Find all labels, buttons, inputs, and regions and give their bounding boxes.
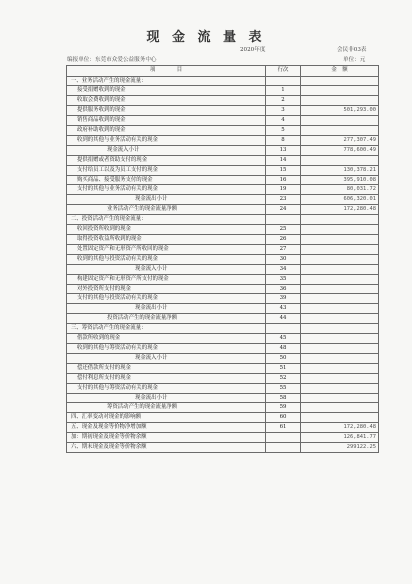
table-row: [67, 294, 379, 304]
row-line-number: 51: [266, 363, 301, 373]
row-line-number: [266, 76, 301, 86]
table-row: [67, 96, 379, 106]
row-line-number: [266, 443, 301, 453]
row-item-label: 加：期初现金及现金等价物余额: [67, 433, 266, 443]
row-amount: [301, 294, 379, 304]
row-line-number: 24: [266, 205, 301, 215]
row-amount: 172,280.48: [301, 423, 379, 433]
table-row: [67, 155, 379, 165]
table-row: [67, 274, 379, 284]
row-line-number: 25: [266, 225, 301, 235]
row-line-number: 39: [266, 294, 301, 304]
row-line-number: 52: [266, 373, 301, 383]
row-item-label: 偿付利息所支付的现金: [67, 373, 266, 383]
row-item-label: 现金流入小计: [67, 264, 266, 274]
row-item-label: 六、期末现金及现金等价物余额: [67, 443, 266, 453]
column-header-item: 项 目: [67, 66, 266, 77]
row-amount: 277,307.49: [301, 135, 379, 145]
table-row: [67, 304, 379, 314]
row-item-label: 收到的其他与筹资活动有关的现金: [67, 343, 266, 353]
row-amount: 299122.25: [301, 443, 379, 453]
row-amount: 130,378.21: [301, 165, 379, 175]
row-line-number: 2: [266, 96, 301, 106]
row-item-label: 偿还借款所支付的现金: [67, 363, 266, 373]
row-amount: [301, 373, 379, 383]
row-item-label: 支付给员工以及为员工支付的现金: [67, 165, 266, 175]
row-item-label: 现金流入小计: [67, 353, 266, 363]
row-amount: [301, 235, 379, 245]
table-row: [67, 413, 379, 423]
row-line-number: 59: [266, 403, 301, 413]
column-header-amount: 金 额: [301, 66, 379, 77]
row-amount: [301, 244, 379, 254]
row-item-label: 现金流出小计: [67, 195, 266, 205]
table-row: [67, 145, 379, 155]
row-amount: [301, 254, 379, 264]
row-amount: 126,841.77: [301, 433, 379, 443]
row-amount: 172,280.48: [301, 205, 379, 215]
table-row: [67, 403, 379, 413]
row-line-number: 23: [266, 195, 301, 205]
row-amount: 80,031.72: [301, 185, 379, 195]
row-amount: [301, 76, 379, 86]
row-line-number: 48: [266, 343, 301, 353]
row-amount: [301, 403, 379, 413]
row-amount: [301, 225, 379, 235]
table-row: [67, 205, 379, 215]
table-row: [67, 215, 379, 225]
table-row: [67, 135, 379, 145]
page-title: 现 金 流 量 表: [146, 30, 266, 45]
row-amount: 606,320.01: [301, 195, 379, 205]
table-row: [67, 383, 379, 393]
row-amount: [301, 353, 379, 363]
column-header-line: 行次: [266, 66, 301, 77]
row-item-label: 支付的其他与业务活动有关的现金: [67, 185, 266, 195]
table-row: [67, 126, 379, 136]
row-item-label: 取得投资收益所收到的现金: [67, 235, 266, 245]
currency-unit: 单位：元: [343, 57, 366, 63]
row-item-label: 收回投资所收到的现金: [67, 225, 266, 235]
row-item-label: 投资活动产生的现金流量净额: [67, 314, 266, 324]
row-line-number: 5: [266, 126, 301, 136]
row-item-label: 支付的其他与筹资活动有关的现金: [67, 383, 266, 393]
table-row: [67, 106, 379, 116]
row-line-number: [266, 215, 301, 225]
row-amount: [301, 264, 379, 274]
table-row: [67, 185, 379, 195]
row-amount: [301, 126, 379, 136]
row-item-label: 提供服务收到的现金: [67, 106, 266, 116]
row-item-label: 业务活动产生的现金流量净额: [67, 205, 266, 215]
row-line-number: 30: [266, 254, 301, 264]
table-row: [67, 86, 379, 96]
table-row: [67, 324, 379, 334]
row-line-number: 1: [266, 86, 301, 96]
row-amount: [301, 86, 379, 96]
cash-flow-table: [66, 65, 379, 453]
report-year: 2020年度: [240, 47, 266, 53]
table-row: [67, 264, 379, 274]
row-item-label: 四、汇率变动对现金的影响额: [67, 413, 266, 423]
table-row: [67, 195, 379, 205]
row-line-number: 44: [266, 314, 301, 324]
table-row: [67, 334, 379, 344]
row-amount: [301, 393, 379, 403]
row-item-label: 收到的其他与业务活动有关的现金: [67, 135, 266, 145]
row-amount: [301, 215, 379, 225]
row-amount: [301, 324, 379, 334]
table-row: [67, 393, 379, 403]
row-amount: [301, 116, 379, 126]
table-row: [67, 235, 379, 245]
table-row: [67, 175, 379, 185]
row-line-number: 50: [266, 353, 301, 363]
table-row: [67, 165, 379, 175]
row-item-label: 三、筹资活动产生的现金流量：: [67, 324, 266, 334]
table-row: [67, 314, 379, 324]
table-row: [67, 443, 379, 453]
row-amount: [301, 96, 379, 106]
table-row: [67, 284, 379, 294]
table-header-row: [67, 66, 379, 77]
row-amount: [301, 383, 379, 393]
row-line-number: [266, 433, 301, 443]
row-amount: [301, 363, 379, 373]
row-line-number: 55: [266, 383, 301, 393]
row-line-number: [266, 324, 301, 334]
table-row: [67, 225, 379, 235]
row-line-number: 27: [266, 244, 301, 254]
row-line-number: 13: [266, 145, 301, 155]
row-item-label: 收到的其他与投资活动有关的现金: [67, 254, 266, 264]
row-line-number: 34: [266, 264, 301, 274]
reporting-unit: 编报单位：东莞市众爱公益服务中心: [67, 57, 157, 63]
row-line-number: 3: [266, 106, 301, 116]
row-line-number: 60: [266, 413, 301, 423]
row-amount: [301, 343, 379, 353]
row-item-label: 二、投资活动产生的现金流量：: [67, 215, 266, 225]
row-amount: [301, 413, 379, 423]
row-line-number: 35: [266, 274, 301, 284]
form-number: 会民非03表: [337, 47, 367, 53]
row-line-number: 4: [266, 116, 301, 126]
row-amount: [301, 314, 379, 324]
row-line-number: 43: [266, 304, 301, 314]
table-row: [67, 433, 379, 443]
row-line-number: 15: [266, 165, 301, 175]
row-amount: 395,910.08: [301, 175, 379, 185]
row-line-number: 36: [266, 284, 301, 294]
row-item-label: 接受捐赠收到的现金: [67, 86, 266, 96]
row-item-label: 现金流入小计: [67, 145, 266, 155]
table-row: [67, 244, 379, 254]
table-row: [67, 76, 379, 86]
row-line-number: 61: [266, 423, 301, 433]
row-line-number: 19: [266, 185, 301, 195]
table-row: [67, 423, 379, 433]
row-item-label: 筹资活动产生的现金流量净额: [67, 403, 266, 413]
row-item-label: 提供捐赠或者资助支付的现金: [67, 155, 266, 165]
row-line-number: 16: [266, 175, 301, 185]
row-item-label: 支付的其他与投资活动有关的现金: [67, 294, 266, 304]
row-amount: [301, 274, 379, 284]
row-item-label: 对外投资所支付的现金: [67, 284, 266, 294]
row-amount: [301, 304, 379, 314]
row-item-label: 现金流出小计: [67, 393, 266, 403]
row-amount: [301, 284, 379, 294]
table-row: [67, 373, 379, 383]
table-row: [67, 353, 379, 363]
row-amount: 778,600.49: [301, 145, 379, 155]
row-item-label: 购买商品、接受服务支付的现金: [67, 175, 266, 185]
row-amount: [301, 155, 379, 165]
row-line-number: 26: [266, 235, 301, 245]
row-line-number: 45: [266, 334, 301, 344]
row-item-label: 收取会费收到的现金: [67, 96, 266, 106]
row-amount: 501,293.00: [301, 106, 379, 116]
row-line-number: 58: [266, 393, 301, 403]
row-item-label: 销售商品收到的现金: [67, 116, 266, 126]
row-item-label: 五、现金及现金等价物净增加额: [67, 423, 266, 433]
row-item-label: 处置固定资产和无形资产所收回的现金: [67, 244, 266, 254]
row-item-label: 现金流出小计: [67, 304, 266, 314]
table-row: [67, 363, 379, 373]
table-row: [67, 343, 379, 353]
row-item-label: 构建固定资产和无形资产所支付的现金: [67, 274, 266, 284]
table-row: [67, 254, 379, 264]
row-line-number: 8: [266, 135, 301, 145]
row-amount: [301, 334, 379, 344]
row-line-number: 14: [266, 155, 301, 165]
row-item-label: 政府补助收到的现金: [67, 126, 266, 136]
table-row: [67, 116, 379, 126]
row-item-label: 一、业务活动产生的现金流量：: [67, 76, 266, 86]
row-item-label: 借款所收到的现金: [67, 334, 266, 344]
